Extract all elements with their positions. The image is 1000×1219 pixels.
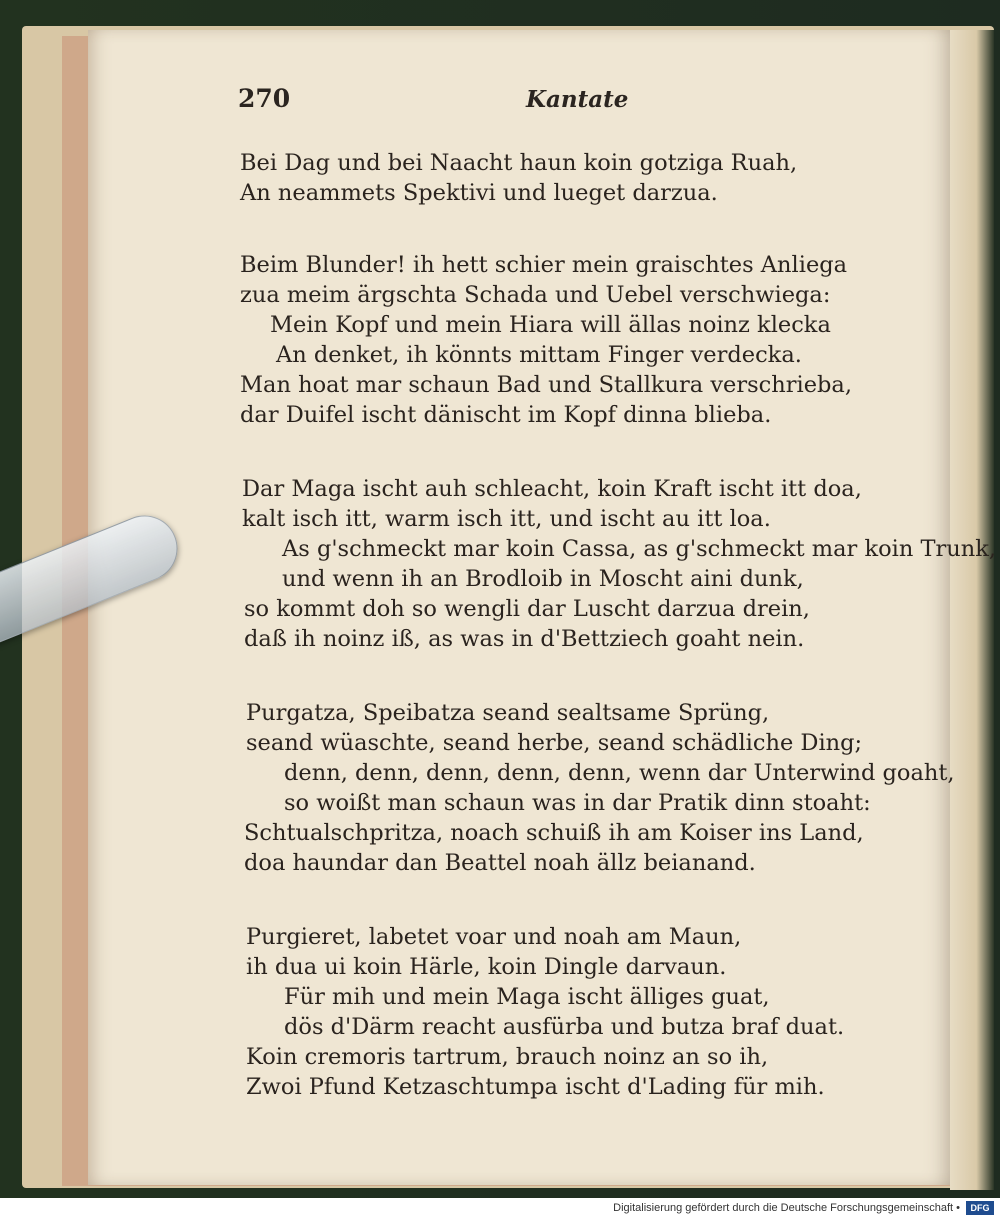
verse-line: An denket, ih könnts mittam Finger verdecka. (276, 342, 802, 368)
verse-line: doa haundar dan Beattel noah ällz beianand. (244, 850, 756, 876)
verse-line: Für mih und mein Maga ischt älliges guat, (284, 984, 770, 1010)
verse-line: Man hoat mar schaun Bad und Stallkura verschrieba, (240, 372, 852, 398)
verse-line: zua meim ärgschta Schada und Uebel verschwiega: (240, 282, 831, 308)
verse-line: As g'schmeckt mar koin Cassa, as g'schmeckt mar koin Trunk, (282, 536, 997, 562)
verse-line: ih dua ui koin Härle, koin Dingle darvaun. (246, 954, 727, 980)
verse-line: und wenn ih an Brodloib in Moscht aini dunk, (282, 566, 804, 592)
verse-line: Beim Blunder! ih hett schier mein graischtes Anliega (240, 252, 848, 278)
page-number: 270 (238, 84, 291, 113)
verse-line: denn, denn, denn, denn, denn, wenn dar Unterwind goaht, (284, 760, 955, 786)
verse-line: Bei Dag und bei Naacht haun koin gotziga Ruah, (240, 150, 798, 176)
footer-credit: Digitalisierung gefördert durch die Deutsche Forschungsgemeinschaft • (613, 1202, 960, 1214)
verse-line: daß ih noinz iß, as was in d'Bettziech goaht nein. (244, 626, 805, 652)
running-head: Kantate (526, 86, 629, 113)
verse-line: Zwoi Pfund Ketzaschtumpa ischt d'Lading für mih. (246, 1074, 825, 1100)
page-header (238, 84, 629, 124)
verse-line: Purgieret, labetet voar und noah am Maun, (246, 924, 742, 950)
verse-line: kalt isch itt, warm isch itt, und ischt au itt loa. (242, 506, 771, 532)
verse-line: An neammets Spektivi und lueget darzua. (240, 180, 718, 206)
dfg-logo-icon: DFG (966, 1201, 994, 1215)
verse-line: so woißt man schaun was in dar Pratik dinn stoaht: (284, 790, 871, 816)
verse-line: Mein Kopf und mein Hiara will ällas noinz klecka (270, 312, 831, 338)
right-page-edge (950, 30, 994, 1190)
verse-line: Dar Maga ischt auh schleacht, koin Kraft ischt itt doa, (242, 476, 862, 502)
verse-line: seand wüaschte, seand herbe, seand schädliche Ding; (246, 730, 863, 756)
verse-line: Purgatza, Speibatza seand sealtsame Sprüng, (246, 700, 770, 726)
verse-line: Koin cremoris tartrum, brauch noinz an so ih, (246, 1044, 769, 1070)
verse-line: dar Duifel ischt dänischt im Kopf dinna blieba. (240, 402, 772, 428)
verse-line: Schtualschpritza, noach schuiß ih am Koiser ins Land, (244, 820, 864, 846)
verse-line: so kommt doh so wengli dar Luscht darzua drein, (244, 596, 810, 622)
verse-line: dös d'Därm reacht ausfürba und butza braf duat. (284, 1014, 845, 1040)
